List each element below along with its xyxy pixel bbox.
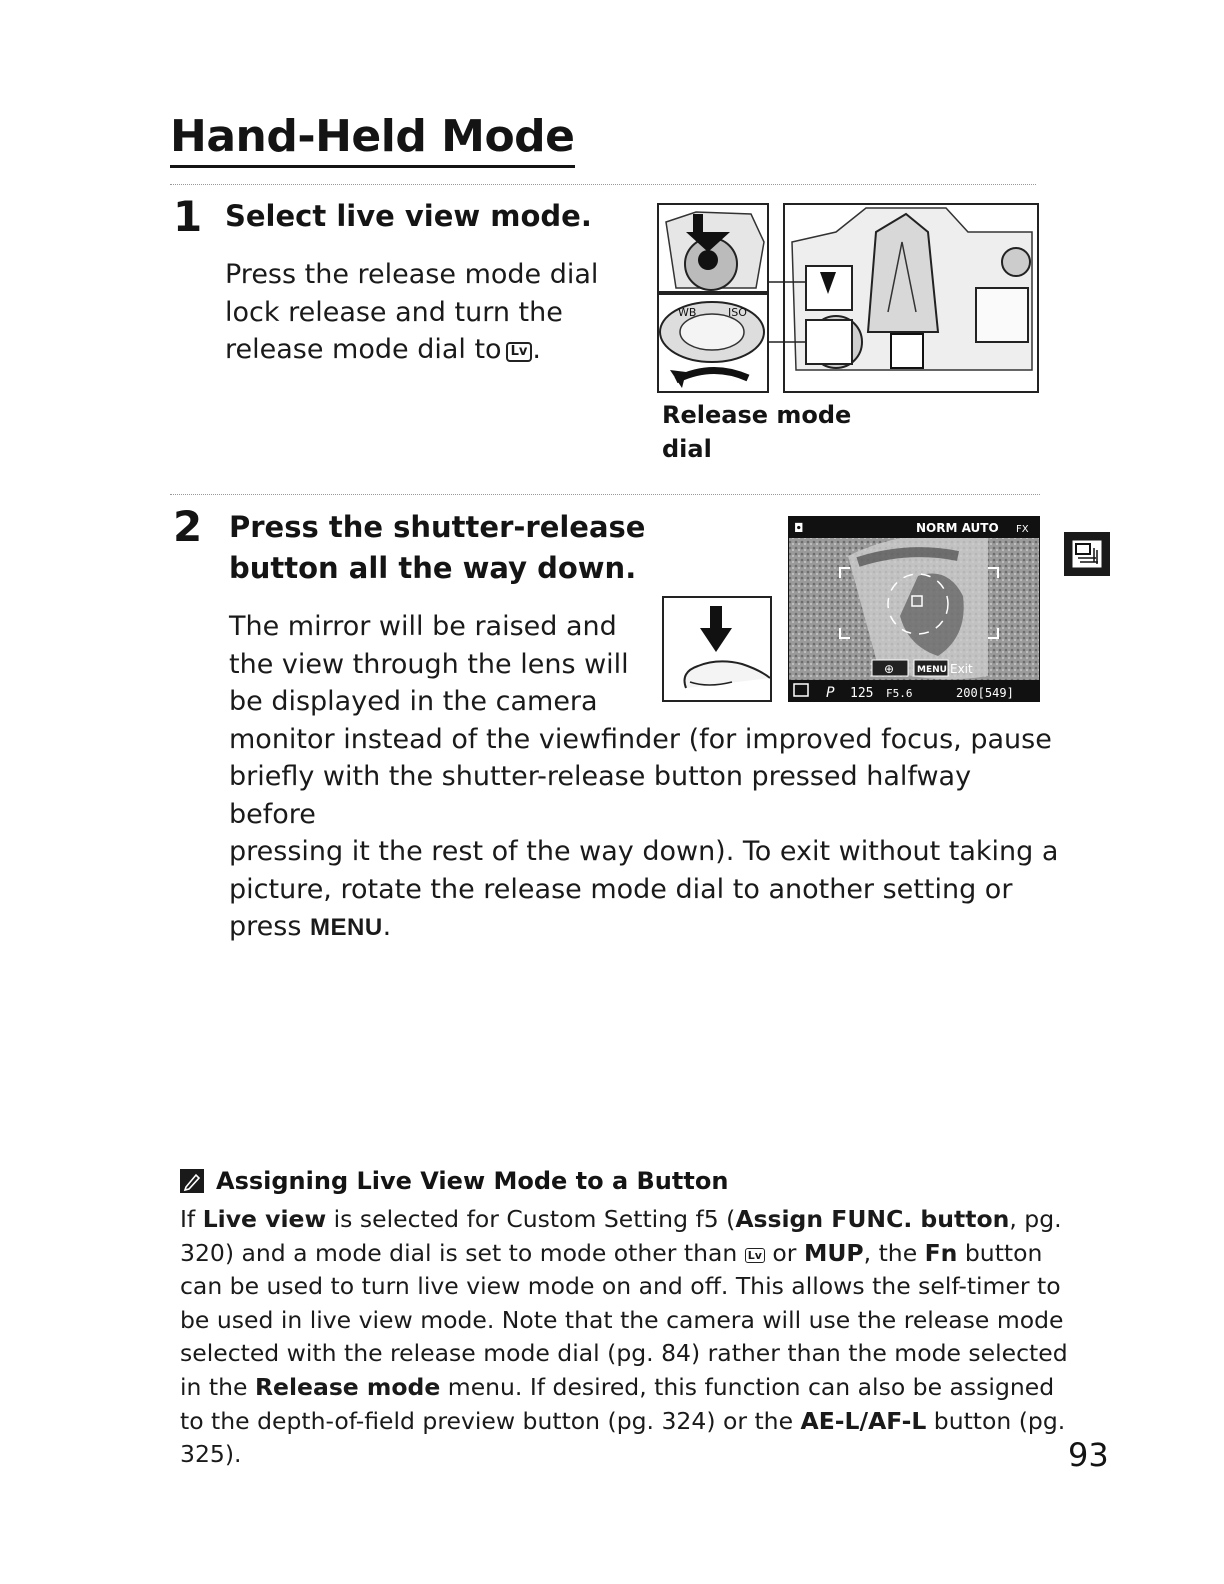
monitor-mode-icon: ◘ [794, 521, 804, 535]
release-mode-dial-caption [662, 398, 851, 466]
body-line-text: release mode dial to [225, 334, 502, 365]
title-line: Press the shutter-release [229, 510, 646, 544]
step-1-body [225, 256, 645, 369]
camera-top-illustration [656, 202, 1040, 394]
note-text: button can be used to turn live view mode on and off. This allows the self-timer to be used in live view mode. Note that the camera will use the release mode selected with the release mode dial (pg. 84) rather than the mode selected in the [180, 1238, 1068, 1401]
monitor-aperture: F5.6 [886, 687, 913, 700]
note-text: or [764, 1238, 804, 1267]
body-line-end: . [382, 911, 392, 942]
shutter-press-illustration [662, 596, 774, 704]
body-line: briefly with the shutter-release button pressed halfway before [229, 761, 972, 830]
monitor-quality-iso: NORM AUTO [916, 521, 999, 535]
pencil-note-icon [180, 1169, 204, 1193]
body-line-end: . [532, 334, 541, 365]
step-1-title: Select live view mode. [225, 199, 592, 233]
caption-line: Release mode [662, 401, 852, 429]
body-line: Press the release mode dial [225, 259, 599, 290]
page-number: 93 [1068, 1436, 1109, 1474]
note-bold-assign-func: Assign FUNC. button [735, 1205, 1010, 1233]
body-line [225, 331, 645, 369]
note-heading-text: Assigning Live View Mode to a Button [216, 1167, 729, 1195]
step-2-title [229, 507, 645, 589]
dial-label-iso: ISO [728, 306, 747, 319]
note-bold-live-view: Live view [202, 1205, 327, 1233]
body-line: monitor instead of the viewfinder (for improved focus, pause [229, 723, 1052, 755]
monitor-zoom-icon: ⊕ [884, 662, 895, 676]
body-line [229, 908, 1059, 947]
section-divider [170, 494, 1040, 495]
page-title: Hand-Held Mode [170, 112, 575, 168]
body-line: be displayed in the camera [229, 686, 598, 717]
body-line-text: press [229, 911, 310, 942]
note-text: , the [863, 1238, 925, 1267]
dial-label-wb: WB [678, 306, 697, 319]
body-line: The mirror will be raised and [229, 611, 617, 642]
section-divider [170, 184, 1036, 185]
live-view-icon: Lv [745, 1248, 765, 1263]
monitor-exposure-mode: P [826, 685, 835, 701]
monitor-shutter-speed: 125 [850, 686, 874, 701]
title-line: button all the way down. [229, 551, 637, 585]
body-line: pressing it the rest of the way down). To exit without taking a [229, 836, 1059, 867]
note-body [180, 1203, 1070, 1472]
live-view-monitor [788, 516, 1040, 702]
note-bold-mup: MUP [803, 1238, 864, 1267]
note-text: If [180, 1205, 203, 1233]
menu-button-label: MENU [309, 914, 383, 941]
step-2-number: 2 [173, 502, 203, 551]
body-line: the view through the lens will [229, 648, 629, 680]
body-line: picture, rotate the release mode dial to another setting or [229, 873, 1013, 905]
note-text: is selected for Custom Setting f5 ( [326, 1205, 736, 1233]
note-text: menu. If desired, this function can also be assigned to the depth-of-field preview button (pg. 324) or the [180, 1372, 1055, 1435]
note-heading [180, 1164, 728, 1198]
chapter-tab-icon [1064, 532, 1110, 576]
note-bold-ae-af-lock: AE-L/AF-L [800, 1406, 927, 1435]
monitor-frames-remaining: 200[549] [956, 686, 1014, 700]
note-bold-fn: Fn [924, 1238, 958, 1267]
note-text: , pg. 320) and a mode dial is set to mode other than [180, 1205, 1062, 1267]
caption-line: dial [662, 435, 712, 463]
monitor-menu-label: MENU [917, 665, 947, 675]
monitor-format: FX [1016, 524, 1029, 535]
monitor-exit-label: Exit [950, 662, 973, 676]
step-1-number: 1 [173, 192, 203, 241]
note-text: button (pg. 325). [180, 1406, 1066, 1469]
body-line: lock release and turn the [225, 296, 563, 328]
note-bold-release-mode: Release mode [254, 1372, 441, 1401]
live-view-icon: Lv [506, 342, 533, 362]
